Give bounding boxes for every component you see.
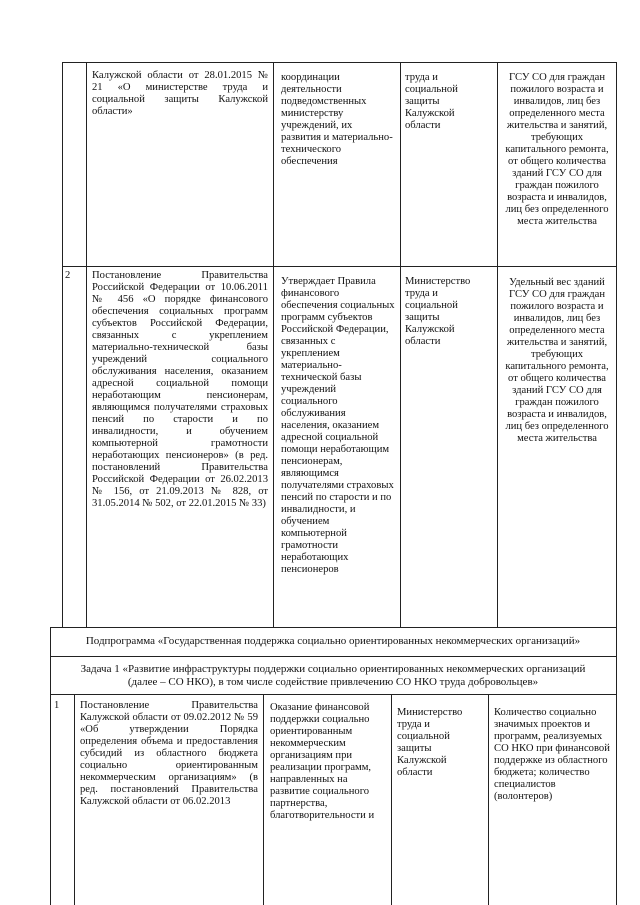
- row-divider: [50, 627, 616, 628]
- legal-document-cell: Постановление Правительства Калужской области от 09.02.2012 № 59 «Об утверждении Порядка определения объема и предоставления субсидий из областного бюджета социально ориентированным некоммерческим организациям» (в ред. постановлений Правительства Калужской области от 06.02.2013: [80, 700, 258, 807]
- col-border: [86, 62, 87, 627]
- col-border: [62, 62, 63, 627]
- description-cell: координации деятельности подведомственных министерству учреждений, их развития и материально-технического обеспечения: [281, 72, 393, 167]
- col-border: [263, 694, 264, 905]
- col-border: [74, 694, 75, 905]
- row-divider: [50, 694, 616, 695]
- task-title-line-2: (далее – СО НКО), в том числе содействие привлечению СО НКО труда добровольцев»: [127, 676, 539, 688]
- col-border: [391, 694, 392, 905]
- row-divider: [62, 266, 616, 267]
- executor-cell: Министерство труда и социальной защиты Калужской области: [405, 276, 471, 347]
- legal-document-cell: Постановление Правительства Российской Федерации от 10.06.2011 № 456 «О порядке финансового обеспечения социальных программ субъектов Российской Федерации, связанных с укреплением материально-технической базы учреждений социального обслуживания населения, оказанием адресной социальной помощи неработающим пенсионерам, являющимся получателями страховых пенсий по старости и по инвалидности, и обучением компьютерной грамотности неработающих пенсионеров» (в ред. постановлений Правительства Российской Федерации от 26.02.2013 № 156, от 21.09.2013 № 828, от 31.05.2014 № 502, от 22.01.2015 № 33): [92, 270, 268, 509]
- col-border: [50, 627, 51, 905]
- subprogram-title: Подпрограмма «Государственная поддержка социально ориентированных некоммерческих организаций»: [85, 635, 581, 647]
- executor-cell: труда и социальной защиты Калужской области: [405, 72, 458, 131]
- table-top-border: [62, 62, 616, 63]
- legal-document-cell: Калужской области от 28.01.2015 № 21 «О министерстве труда и социальной защиты Калужской области»: [92, 70, 268, 117]
- task-title-line-1: Задача 1 «Развитие инфраструктуры поддержки социально ориентированных некоммерческих организаций: [80, 663, 586, 675]
- col-border: [488, 694, 489, 905]
- col-border: [497, 62, 498, 627]
- indicator-cell: ГСУ СО для граждан пожилого возраста и инвалидов, лиц без определенного места жительства и занятий, требующих капитального ремонта, от общего количества зданий ГСУ СО для граждан пожилого возраста и инвалидов, лиц без определенного места жительства: [505, 72, 609, 227]
- indicator-cell: Удельный вес зданий ГСУ СО для граждан пожилого возраста и инвалидов, лиц без определенного места жительства и занятий, требующих капитального ремонта, от общего количества зданий ГСУ СО для граждан пожилого возраста и инвалидов, лиц без определенного места жительства: [505, 277, 609, 444]
- col-border: [273, 62, 274, 627]
- task-title: [52, 663, 614, 689]
- col-border: [400, 62, 401, 627]
- row-divider: [50, 656, 616, 657]
- row-number: 1: [54, 700, 60, 711]
- description-cell: Утверждает Правила финансового обеспечения социальных программ субъектов Российской Федерации, связанных с укреплением материально-технической базы учреждений социального обслуживания населения, оказанием адресной социальной помощи неработающим пенсионерам, являющимся получателями страховых пенсий по старости и по инвалидности, и обучением компьютерной грамотности неработающих пенсионеров: [281, 276, 395, 575]
- description-cell: Оказание финансовой поддержки социально ориентированным некоммерческим организациям при реализации программ, направленных на развитие социального партнерства, благотворительности и: [270, 702, 375, 821]
- col-border: [616, 62, 617, 627]
- executor-cell: Министерство труда и социальной защиты Калужской области: [397, 707, 463, 778]
- indicator-cell: Количество социально значимых проектов и программ, реализуемых СО НКО при финансовой поддержке из областного бюджета; количество специалистов (волонтеров): [494, 707, 610, 802]
- col-border: [616, 627, 617, 905]
- row-number: 2: [65, 270, 71, 281]
